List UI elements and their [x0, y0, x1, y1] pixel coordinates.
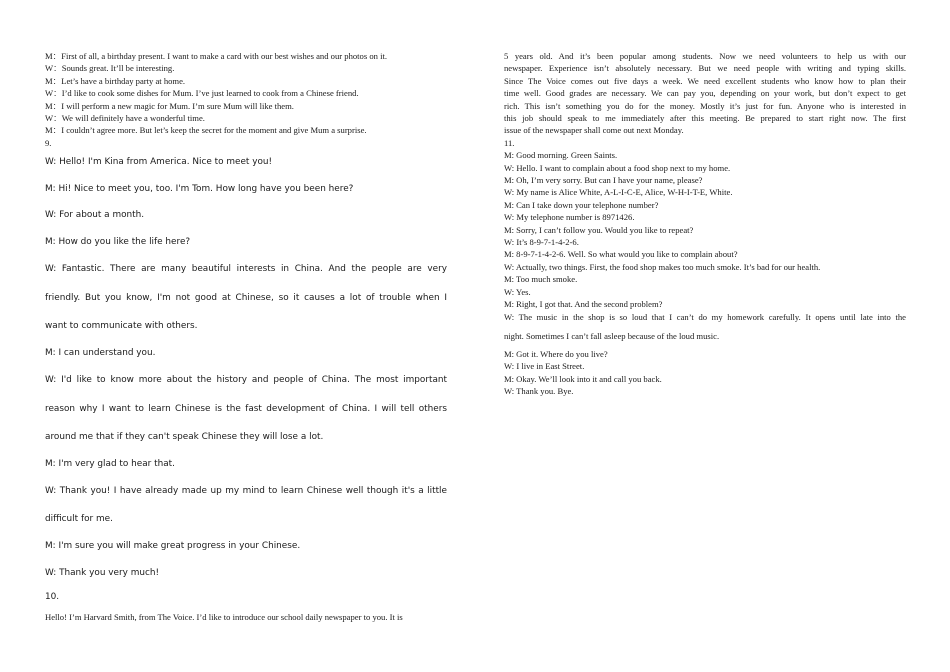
dialogue-line: reason why I want to learn Chinese is the fast development of China. I will tell others: [45, 404, 447, 414]
dialogue-line: W: Thank you. Bye.: [504, 386, 574, 397]
dialogue-line: W：I’d like to cook some dishes for Mum. I’ve just learned to cook from a Chinese friend.: [45, 88, 359, 99]
dialogue-line: W：We will definitely have a wonderful time.: [45, 113, 205, 123]
passage-line: newspaper. Experience isn’t absolutely necessary. But we need people with writing and typing skills.: [504, 63, 906, 74]
dialogue-line: M: 8-9-7-1-4-2-6. Well. So what would you like to complain about?: [504, 249, 738, 260]
dialogue-line: M：I couldn’t agree more. But let’s keep the secret for the moment and give Mum a surprise.: [45, 125, 367, 136]
dialogue-line: W：Sounds great. It’ll be interesting.: [45, 63, 175, 74]
dialogue-line: M：First of all, a birthday present. I want to make a card with our best wishes and our photos on it.: [45, 51, 388, 61]
passage-line: this job should speak to me immediately after this meeting. Be prepared to start right now. The first: [504, 113, 906, 123]
dialogue-line: M：I will perform a new magic for Mum. I’m sure Mum will like them.: [45, 100, 294, 111]
passage-line: Since The Voice comes out five days a week. We need excellent students who know how to plan their: [504, 75, 906, 86]
passage-line: rich. This isn’t something you do for the money. Mostly it’s just for fun. Anyone who is interested in: [504, 100, 906, 111]
dialogue-line: W: My name is Alice White, A-L-I-C-E, Alice, W-H-I-T-E, White.: [504, 187, 733, 198]
dialogue-line: W: Hello! I'm Kina from America. Nice to meet you!: [45, 157, 273, 167]
passage-line: issue of the newspaper shall come out next Monday.: [504, 125, 684, 136]
dialogue-line: W: I live in East Street.: [504, 361, 585, 372]
dialogue-line: W: The music in the shop is so loud that I can’t do my homework carefully. It opens until late into the: [504, 312, 906, 322]
dialogue-line: M: Okay. We’ll look into it and call you back.: [504, 373, 662, 384]
dialogue-line: M: How do you like the life here?: [45, 237, 191, 247]
dialogue-line: M: Right, I got that. And the second problem?: [504, 299, 663, 309]
question-number: 9.: [45, 137, 52, 148]
dialogue-line: want to communicate with others.: [45, 321, 198, 331]
dialogue-line: M: Got it. Where do you live?: [504, 349, 608, 359]
dialogue-line: W: For about a month.: [45, 210, 145, 220]
dialogue-line: M: Too much smoke.: [504, 274, 578, 285]
dialogue-line: W: Hello. I want to complain about a food shop next to my home.: [504, 162, 731, 173]
dialogue-line: W: Thank you! I have already made up my mind to learn Chinese well though it's a little: [45, 486, 447, 496]
dialogue-line: W: Thank you very much!: [45, 568, 160, 578]
dialogue-line: W: Yes.: [504, 286, 531, 297]
dialogue-line: M: Sorry, I can’t follow you. Would you like to repeat?: [504, 224, 694, 235]
question-number: 11.: [504, 137, 515, 148]
dialogue-line: M: Good morning. Green Saints.: [504, 150, 618, 161]
dialogue-line: M：Let’s have a birthday party at home.: [45, 75, 186, 86]
dialogue-line: M: Can I take down your telephone number?: [504, 199, 659, 210]
dialogue-line: M: I'm very glad to hear that.: [45, 459, 175, 469]
dialogue-line: difficult for me.: [45, 514, 113, 524]
dialogue-line: W: It’s 8-9-7-1-4-2-6.: [504, 237, 579, 247]
dialogue-line: W: My telephone number is 8971426.: [504, 212, 635, 223]
passage-line: time well. Good grades are necessary. We can pay you, depending on your work, but don’t expect to get: [504, 88, 906, 99]
dialogue-line: M: I can understand you.: [45, 348, 156, 358]
passage-line: Hello! I’m Harvard Smith, from The Voice. I’d like to introduce our school daily newspaper to you. It is: [45, 612, 403, 622]
dialogue-line: M: I'm sure you will make great progress in your Chinese.: [45, 541, 301, 551]
dialogue-line: night. Sometimes I can’t fall asleep because of the loud music.: [504, 331, 720, 341]
dialogue-line: W: Fantastic. There are many beautiful interests in China. And the people are very: [45, 264, 447, 274]
dialogue-line: W: Actually, two things. First, the food shop makes too much smoke. It’s bad for our health.: [504, 261, 821, 272]
passage-line: 5 years old. And it’s been popular among students. Now we need volunteers to help us with our: [504, 51, 906, 61]
dialogue-line: W: I'd like to know more about the history and people of China. The most important: [45, 375, 447, 385]
dialogue-line: M: Oh, I’m very sorry. But can I have your name, please?: [504, 175, 703, 185]
dialogue-line: around me that if they can't speak Chinese they will lose a lot.: [45, 432, 324, 442]
dialogue-line: friendly. But you know, I'm not good at Chinese, so it causes a lot of trouble when I: [45, 293, 447, 303]
dialogue-line: M: Hi! Nice to meet you, too. I'm Tom. How long have you been here?: [45, 184, 354, 194]
question-number: 10.: [45, 592, 60, 602]
